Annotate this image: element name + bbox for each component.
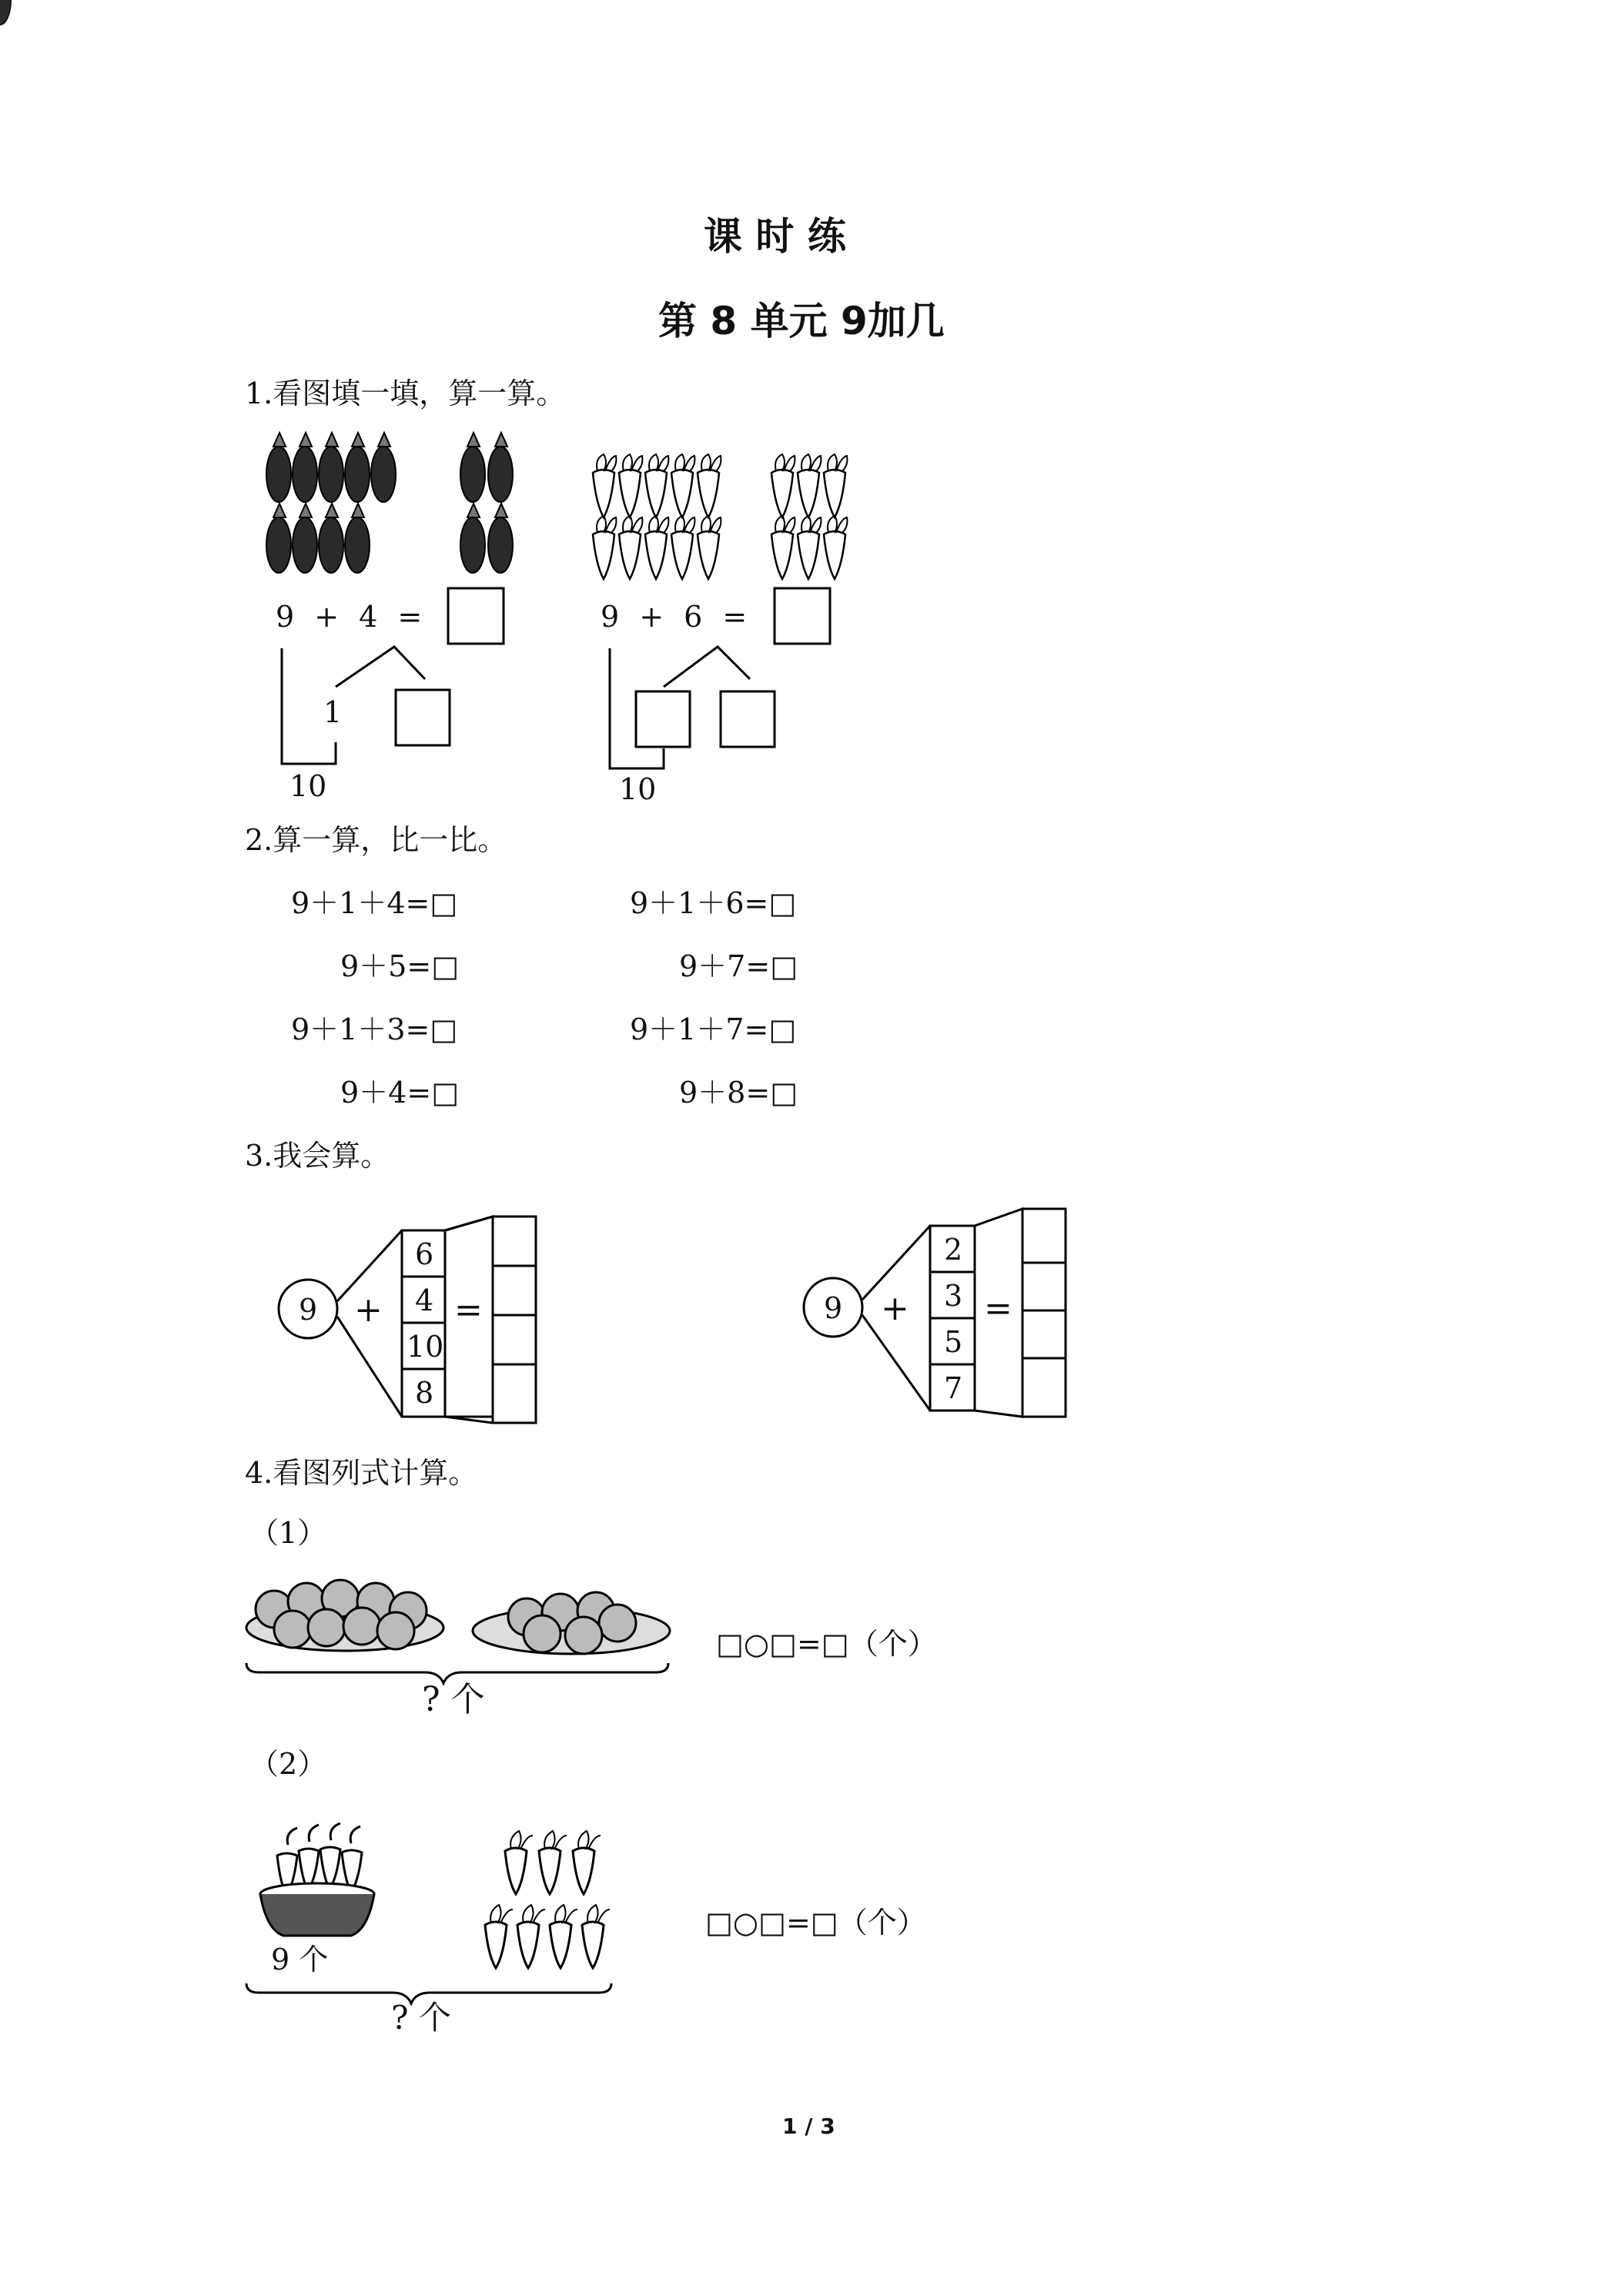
carrot-group-icon xyxy=(485,1848,604,1968)
fish-1-center-number: 9 xyxy=(299,1293,318,1327)
question-3-heading: 3.我会算。 xyxy=(245,1139,390,1173)
fish-1-plus: + xyxy=(354,1290,383,1330)
question-2-heading: 2.算一算，比一比。 xyxy=(245,823,507,857)
apple-plate-icon xyxy=(473,1592,670,1654)
q2-row4-right: 9＋8=□ xyxy=(679,1076,798,1110)
q2-row2-left: 9＋5=□ xyxy=(340,949,460,983)
q2-row1-left: 9＋1＋4=□ xyxy=(291,886,458,920)
basket-of-carrots-icon xyxy=(260,1823,374,1936)
page-number: 1 / 3 xyxy=(782,2114,835,2139)
q1-left-equation: 9 + 4 = xyxy=(276,600,423,634)
fish-2-addend-2: 3 xyxy=(944,1279,963,1313)
page-title: 课 时 练 xyxy=(704,214,846,259)
q4-part2-formula: □○□=□（个） xyxy=(705,1906,926,1940)
q1-right-ten: 10 xyxy=(619,772,657,806)
fish-1-equals: = xyxy=(454,1290,483,1330)
q1-right-equation: 9 + 6 = xyxy=(601,600,748,634)
fish-1-addend-2: 4 xyxy=(415,1284,434,1317)
q4-part1-formula: □○□=□（个） xyxy=(716,1627,937,1661)
fish-1-addend-3: 10 xyxy=(407,1330,444,1364)
fish-1-addend-1: 6 xyxy=(415,1237,434,1271)
q1-left-ten: 10 xyxy=(289,769,327,803)
q2-row3-left: 9＋1＋3=□ xyxy=(291,1012,458,1046)
fish-2-plus: + xyxy=(881,1289,909,1328)
fish-2-center-number: 9 xyxy=(824,1291,843,1325)
q4-part1-label: （1） xyxy=(249,1516,327,1550)
fish-2-addend-3: 5 xyxy=(944,1325,963,1359)
question-4-heading: 4.看图列式计算。 xyxy=(245,1456,478,1490)
question-1-heading: 1.看图填一填，算一算。 xyxy=(245,377,566,410)
fish-2-addend-4: 7 xyxy=(944,1371,963,1405)
unit-subtitle: 第 8 单元 9加几 xyxy=(658,299,945,343)
q1-left-split-number: 1 xyxy=(323,695,343,729)
q4-part2-label: （2） xyxy=(249,1747,327,1781)
fish-2-equals: = xyxy=(984,1289,1012,1328)
fish-2-addend-1: 2 xyxy=(944,1233,963,1267)
q4-part2-basket-label: 9 个 xyxy=(271,1943,329,1976)
q2-row3-right: 9＋1＋7=□ xyxy=(630,1012,797,1046)
q4-part2-brace-label: ? 个 xyxy=(391,1999,451,2037)
apple-plate-icon xyxy=(246,1580,443,1651)
q4-part1-brace-label: ? 个 xyxy=(422,1680,485,1719)
q2-row1-right: 9＋1＋6=□ xyxy=(630,886,797,920)
q2-row2-right: 9＋7=□ xyxy=(679,949,798,983)
fish-1-addend-4: 8 xyxy=(415,1376,434,1410)
q2-row4-left: 9＋4=□ xyxy=(340,1076,460,1110)
